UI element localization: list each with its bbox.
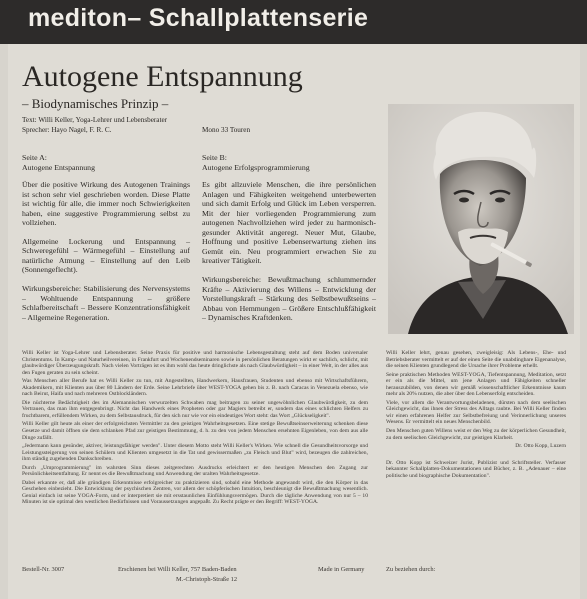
bio-paragraph: „Jedermann kann gesünder, aktiver, leistungsfähiger werden". Unter diesem Motto steht Willi Keller's Wirken. Wie schnell die Gesundheitsvorsorge und Leistungssteigerung von seinen Schülern und Klienten umgesetzt in die Tat und gewissermaßen „zu Fleisch und Blut" wird, bezeugen die zahlreichen, ihm ständig zugehenden Dankschreiben. xyxy=(22,443,368,463)
side-a-effects: Wirkungsbereiche: Stabilisierung des Nervensystems – Wohltuende Entspannung – größere Schlafbereitschaft – Bessere Konzentrationsfähigkeit – Allgemeine Regeneration. xyxy=(22,284,190,322)
made-in-label: Made in Germany xyxy=(318,566,365,573)
text-credit: Text: Willi Keller, Yoga-Lehrer und Lebensberater xyxy=(22,116,168,124)
bio-paragraph: Den Menschen guten Willens weist er den Weg zu der körperlichen Gesundheit, zu dem seelischen Gleichgewicht, zur geistigen Klarheit. xyxy=(386,428,566,441)
side-b-heading: Seite B: Autogene Erfolgsprogrammierung xyxy=(202,153,310,172)
bio-paragraph: Seine praktischen Methoden WEST-YOGA, Tiefentspannung, Meditation, setzt er ein als die Mittel, um jene Anlagen und Fähigkeiten schneller herauszubilden, von denen wir gemäß wissenschaftlicher Erkenntnisse kaum mehr als 20% nutzen, die aber über den Lebenserfolg entscheiden. xyxy=(386,371,566,398)
bio-paragraph: Die nüchterne Bedächtigkeit des im Alemannischen verwurzelten Schwaben mag beitragen zu seiner ungewöhnlichen Glaubwürdigkeit, zu dem Vertrauen, das man ihm entgegenbringt. Nicht das Handwerk eines Propheten oder gar Magiers betreibt er, sondern das eines schlichten Helfers zu fruchtbarem, erfüllendem Wirken, zu dem Selbstausdruck, für den sich nur wie vor ein eindeutiges Wort steht: das Wort „Glückseligkeit". xyxy=(22,399,368,419)
dealer-label: Zu beziehen durch: xyxy=(386,566,436,573)
author-signature: Dr. Otto Kopp, Luzern xyxy=(515,443,566,450)
author-portrait xyxy=(388,104,574,334)
speaker-credit: Sprecher: Hayo Nagel, F. R. C. xyxy=(22,126,112,134)
side-a-column xyxy=(22,153,190,331)
biography-right xyxy=(386,350,566,481)
biography-left xyxy=(22,350,368,508)
bio-paragraph: Willi Keller ist Yoga-Lehrer und Lebensberater. Seine Praxis für positive und harmonische Lebensgestaltung steht auf dem Boden universaler Christentums. In Kamp- und Naturheilvereinen, in Frankfurt und Wochenendseminaren sowie in persönlichen Beratungen wirkt er sachlich, schlicht, mit glaubwürdiger Überzeugungskraft. Nach vielen Vorträgen ist es ihm wohl das heute dringlichste als nach Glaubwürdigkeit – in einer Welt, in der alles aus den Fugen geraten zu sein scheint. xyxy=(22,350,368,376)
album-title: Autogene Entspannung xyxy=(22,60,303,93)
bio-paragraph: Durch „Umprogrammierung" im wahrsten Sinn dieses zeitgerechten Ausdrucks erleichtert er den heutigen Menschen den Zugang zur Persönlichkeitsentfaltung. Er nennt es die Bewußtmachung und Anwendung der uralten Wahrheitsgesetze. xyxy=(22,464,368,478)
catalog-number: Bestell-Nr. 3007 xyxy=(22,566,65,573)
bio-paragraph: Willi Keller lehrt, genau gesehen, zweigleisig: Als Lebens-, Ehe- und Betriebsberater vermittelt er auf der einen Seite die unabdingbare Eigenanalyse, die seinen Klienten grundlegend die Ursache ihrer Probleme erhellt. xyxy=(386,350,566,370)
author-bio: Dr. Otto Kopp ist Schweizer Jurist, Publizist und Schriftsteller. Verfasser bekannter Schallplatten-Dokumentationen und Bücher, z. B. „Adenauer – eine politische und biographische Dokumentation". xyxy=(386,459,566,479)
publisher-address: Erschienen bei Willi Keller, 757 Baden-Baden xyxy=(118,566,237,573)
series-banner xyxy=(0,0,587,44)
portrait-image xyxy=(388,104,574,334)
record-speed: Mono 33 Touren xyxy=(202,126,251,134)
side-b-column xyxy=(202,153,376,332)
bio-paragraph: Viele, vor allem die Verantwortungsbeladenen, dürsten nach dem seelischen Gleichgewicht, das ihnen der Stress des Alltags raubte. Bei Willi Keller finden wir einen erfahrenen Helfer zur Selbstbefreiung und Verinnerlichung unseres Wesens. Er vermittelt ein neues Menschenbild. xyxy=(386,399,566,426)
bio-paragraph: Willi Keller gilt heute als einer der erfolgreichsten Vermittler zu den geistigen Wahrheitsgesetzen. Eine stetige Bewußtseinserweiterung schenken diese Gesetze und damit öffnen sie dem schlanken Pfad zur geistigen Bestimmung, d. h. zu den von jedem Menschen ersehnten Eigenleben, von dem aus alle Dinge zufällt. xyxy=(22,421,368,441)
publisher-street: M.-Christoph-Straße 12 xyxy=(176,576,238,583)
side-b-effects: Wirkungsbereiche: Bewußtmachung schlummernder Kräfte – Aktivierung des Willens – Entwicklung der Vorstellungskraft – Stärkung des Selbstbewußtseins – Abbau von Hemmungen – Größere Entschlußfähigkeit – Dynamisches Kraftdenken. xyxy=(202,275,376,323)
bio-paragraph: Dabei erkannte er, daß alle gründigen Erkenntnisse erfolgreicher zu praktizieren sind, sobald eine Methode angewandt wird, die den Körper in das Geschehen einbezieht. Die Entwicklung der psychischen Zentren, vor allem der schöpferischen Intuition, beschleunigt die Bewußtmachung wesentlich. Genial einfach ist seine YOGA-Form, und er interpretiert sie mit ersstaunlichen Einfühlungsvermögen. Durch die tägliche Anwendung von nur 5 – 10 Minuten ist sie optimal den westlichen Bedürfnissen und Voraussetzungen angepaßt. Zu Recht prägte er den Begriff: WEST-YOGA. xyxy=(22,479,368,506)
side-a-intro: Über die positive Wirkung des Autogenen Trainings ist schon sehr viel geschrieben worden. Diese Platte ist wichtig für alle, die immer noch Schwierigkeiten haben, eine suggestive Programmierung selbst zu vollziehen. xyxy=(22,180,190,228)
series-name: – Schallplattenserie xyxy=(127,4,369,32)
album-subtitle: – Biodynamisches Prinzip – xyxy=(22,96,169,111)
banner-title xyxy=(28,4,368,33)
side-a-exercises: Allgemeine Lockerung und Entspannung – Schweregefühl – Wärmegefühl – Einstellung auf natürliche Atmung – Einstellung auf den Leib (Sonnengeflecht). xyxy=(22,236,190,275)
bio-paragraph: Was Menschen aller Berufe hat es Willi Keller zu tun, mit Angestellten, Handwerkern, Hausfrauen, Studenten und ebenso mit Wirtschaftsführern, Akademikern, mit Klienten aus über 80 Ländern der Erde. Seine Lehrbriefe über WEST-YOGA gehen bis z. B. nach Caracas in Venezuela ebenso, wie nach Beirut, Haifa und nach mehreren Ostblockländern. xyxy=(22,378,368,398)
side-b-intro: Es gibt allzuviele Menschen, die ihre persönlichen Anlagen und Fähigkeiten weitgehend unterbewerten und sich damit Erfolg und Glück im Leben versperren. Mit der hier vorliegenden Programmierung zum autogenen Nachvollziehen wird jeder zu harmonisch-gesunder Aktivität angeregt. Neuer Mut, Glaube, Hoffnung und positive Lebenserwartung ziehen ins Gemüt ein. Neu programmiert erwachen Sie zu kreativer Tätigkeit. xyxy=(202,180,376,266)
brand-name: mediton xyxy=(28,4,128,32)
side-a-heading: Seite A: Autogene Entspannung xyxy=(22,153,95,172)
